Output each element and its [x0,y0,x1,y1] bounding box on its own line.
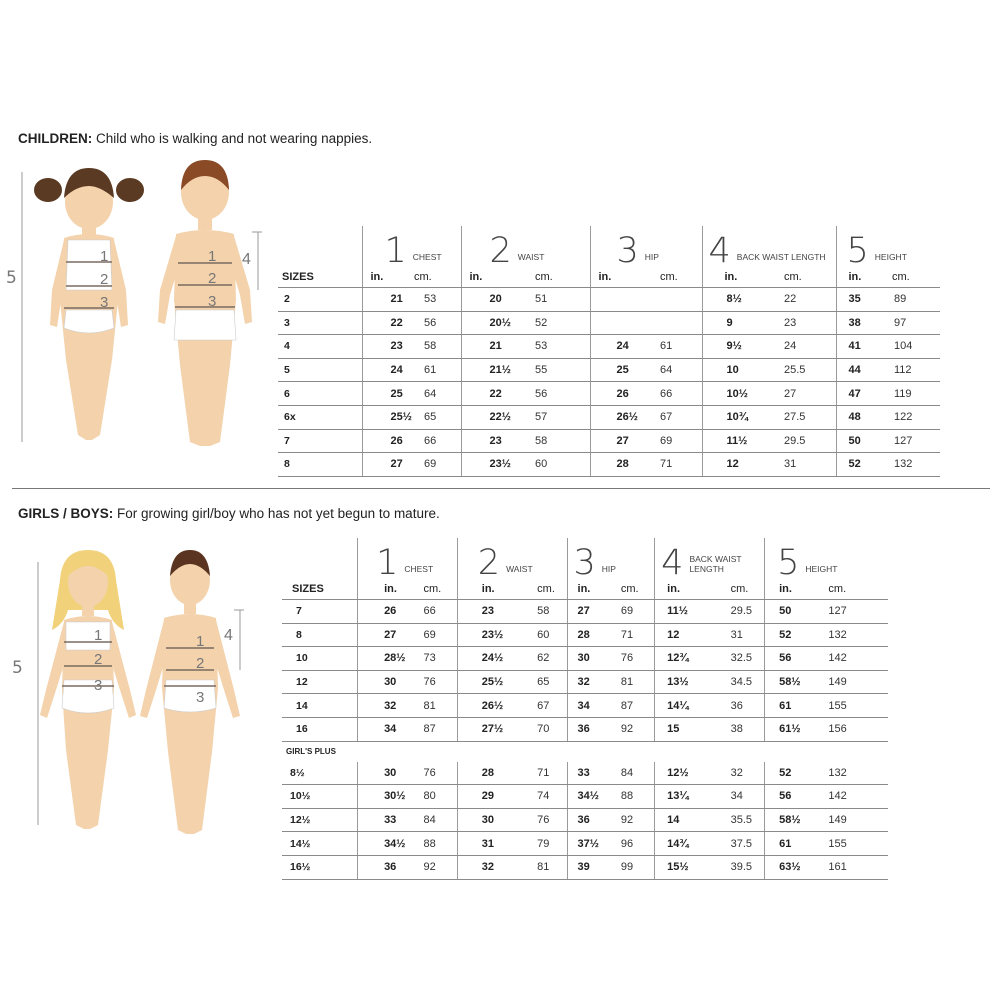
inch-value: 32 [358,694,406,718]
inch-value: 12 [702,453,764,477]
inch-value: 25 [362,382,414,406]
size-row [282,600,888,624]
cm-value: 35.5 [709,808,765,832]
cm-value: 65 [414,405,461,429]
unit-cm: cm. [519,266,590,288]
inch-value: 23 [457,600,511,624]
children-group-chest: 1 CHEST [362,226,461,266]
inch-value: 22 [362,311,414,335]
cm-value: 76 [511,808,567,832]
cm-value: 88 [405,832,457,856]
cm-value: 69 [609,600,655,624]
cm-value [646,311,702,335]
cm-value: 61 [646,335,702,359]
inch-value: 29 [457,785,511,809]
inch-value: 21 [461,335,519,359]
girl2-hip-marker: 3 [94,677,103,694]
inch-value: 36 [567,808,609,832]
cm-value: 56 [414,311,461,335]
size-cell: 10 [282,647,358,671]
cm-value: 92 [609,808,655,832]
cm-value: 161 [814,855,888,879]
cm-value: 132 [814,623,888,647]
cm-value: 57 [519,405,590,429]
inch-value: 26½ [590,405,646,429]
inch-value: 61 [765,832,815,856]
inch-value: 34 [358,717,406,741]
size-cell: 14 [282,694,358,718]
size-row [278,358,940,382]
cm-value: 92 [609,717,655,741]
inch-value: 26 [358,600,406,624]
inch-value: 11½ [655,600,709,624]
inch-value: 14¾ [655,832,709,856]
children-height-marker: 5 [6,268,17,288]
size-row [278,335,940,359]
inch-value: 12 [655,623,709,647]
unit-in: in. [836,266,886,288]
size-row [282,855,888,879]
unit-in: in. [457,578,511,600]
unit-in: in. [358,578,406,600]
inch-value: 58½ [765,808,815,832]
unit-cm: cm. [405,578,457,600]
unit-cm: cm. [511,578,567,600]
inch-value: 61 [765,694,815,718]
size-row [278,429,940,453]
size-cell: 12½ [282,808,358,832]
girls-plus-label: GIRL'S PLUS [286,747,336,757]
inch-value: 35 [836,288,886,312]
unit-in: in. [655,578,709,600]
girls-boys-size-table [282,538,888,880]
size-row [282,623,888,647]
cm-value: 61 [414,358,461,382]
girls-boys-heading-text: For growing girl/boy who has not yet begun to mature. [117,506,440,521]
gb-group-hip: 3 HIP [567,538,655,578]
cm-value: 67 [511,694,567,718]
cm-value: 127 [886,429,940,453]
children-group-height: 5 HEIGHT [836,226,940,266]
inch-value: 23 [461,429,519,453]
size-cell: 5 [278,358,362,382]
cm-value: 53 [519,335,590,359]
gb-group-waist: 2 WAIST [457,538,567,578]
cm-value: 155 [814,694,888,718]
inch-value: 10¾ [702,405,764,429]
inch-value: 30 [358,762,406,785]
size-row [282,785,888,809]
inch-value: 15 [655,717,709,741]
size-cell: 14½ [282,832,358,856]
cm-value: 38 [709,717,765,741]
size-cell: 16½ [282,855,358,879]
inch-value: 27 [362,453,414,477]
cm-value: 96 [609,832,655,856]
inch-value: 56 [765,785,815,809]
inch-value: 36 [358,855,406,879]
inch-value: 12¾ [655,647,709,671]
children-figures-illustration [0,150,275,455]
children-heading-bold: CHILDREN: [18,131,93,146]
unit-in: in. [590,266,646,288]
girls-boys-figures-illustration [0,540,275,840]
cm-value: 24 [764,335,836,359]
cm-value: 71 [646,453,702,477]
size-row [282,762,888,785]
inch-value: 32 [457,855,511,879]
boy2-back-marker: 4 [224,627,233,644]
inch-value: 34½ [567,785,609,809]
inch-value: 36 [567,717,609,741]
inch-value: 28½ [358,647,406,671]
boy1-waist-marker: 2 [208,270,217,287]
children-boy-figure [158,160,262,446]
cm-value: 81 [609,670,655,694]
cm-value: 71 [609,623,655,647]
inch-value: 50 [765,600,815,624]
size-row [282,647,888,671]
boy1-chest-marker: 1 [208,248,217,265]
inch-value: 52 [765,762,815,785]
children-unit-header-row [278,266,940,288]
inch-value: 34½ [358,832,406,856]
inch-value: 27 [567,600,609,624]
cm-value: 81 [405,694,457,718]
inch-value: 41 [836,335,886,359]
cm-value: 25.5 [764,358,836,382]
cm-value: 62 [511,647,567,671]
cm-value: 31 [764,453,836,477]
cm-value: 69 [646,429,702,453]
inch-value: 21 [362,288,414,312]
unit-cm: cm. [886,266,940,288]
inch-value: 47 [836,382,886,406]
size-cell: 16 [282,717,358,741]
inch-value: 38 [836,311,886,335]
cm-value: 76 [405,670,457,694]
gb-sizes-label: SIZES [282,578,358,600]
cm-value: 32.5 [709,647,765,671]
inch-value: 27½ [457,717,511,741]
cm-value: 34 [709,785,765,809]
inch-value: 9½ [702,335,764,359]
cm-value: 104 [886,335,940,359]
cm-value: 142 [814,647,888,671]
inch-value: 34 [567,694,609,718]
girl-figure [40,550,136,829]
inch-value: 14 [655,808,709,832]
cm-value: 132 [814,762,888,785]
size-row [282,717,888,741]
inch-value: 24 [590,335,646,359]
children-group-hip: 3 HIP [590,226,702,266]
children-girl-figure [34,168,144,440]
inch-value: 8½ [702,288,764,312]
cm-value: 74 [511,785,567,809]
inch-value: 44 [836,358,886,382]
boy2-chest-marker: 1 [196,633,205,650]
size-row [282,808,888,832]
gb-group-height: 5 HEIGHT [765,538,888,578]
cm-value: 58 [414,335,461,359]
unit-cm: cm. [646,266,702,288]
cm-value: 69 [414,453,461,477]
inch-value: 25½ [457,670,511,694]
unit-cm: cm. [709,578,765,600]
cm-value: 155 [814,832,888,856]
girls-boys-height-marker: 5 [12,658,23,678]
inch-value: 30 [567,647,609,671]
cm-value: 56 [519,382,590,406]
cm-value: 142 [814,785,888,809]
unit-cm: cm. [609,578,655,600]
inch-value: 26½ [457,694,511,718]
inch-value [590,288,646,312]
cm-value: 29.5 [709,600,765,624]
cm-value: 76 [405,762,457,785]
size-row [282,694,888,718]
inch-value: 32 [567,670,609,694]
cm-value: 60 [519,453,590,477]
cm-value: 112 [886,358,940,382]
cm-value: 52 [519,311,590,335]
inch-value: 50 [836,429,886,453]
inch-value: 23½ [461,453,519,477]
cm-value: 23 [764,311,836,335]
inch-value: 24 [362,358,414,382]
cm-value: 36 [709,694,765,718]
cm-value: 34.5 [709,670,765,694]
children-group-header-row [278,226,940,266]
cm-value: 79 [511,832,567,856]
inch-value: 24½ [457,647,511,671]
inch-value: 58½ [765,670,815,694]
cm-value: 97 [886,311,940,335]
inch-value: 28 [457,762,511,785]
cm-value: 66 [414,429,461,453]
inch-value: 25 [590,358,646,382]
inch-value: 13½ [655,670,709,694]
size-row [282,670,888,694]
cm-value: 87 [405,717,457,741]
inch-value: 14¼ [655,694,709,718]
inch-value: 11½ [702,429,764,453]
cm-value: 156 [814,717,888,741]
inch-value: 28 [567,623,609,647]
cm-value: 73 [405,647,457,671]
gb-group-header-row [282,538,888,578]
cm-value: 27.5 [764,405,836,429]
inch-value: 15½ [655,855,709,879]
unit-cm: cm. [764,266,836,288]
cm-value: 67 [646,405,702,429]
cm-value: 51 [519,288,590,312]
inch-value: 39 [567,855,609,879]
inch-value: 33 [567,762,609,785]
inch-value: 56 [765,647,815,671]
size-cell: 12 [282,670,358,694]
inch-value: 20 [461,288,519,312]
inch-value: 22 [461,382,519,406]
cm-value: 22 [764,288,836,312]
cm-value: 39.5 [709,855,765,879]
size-cell: 6 [278,382,362,406]
inch-value: 48 [836,405,886,429]
children-heading-text: Child who is walking and not wearing nappies. [96,131,373,146]
inch-value: 33 [358,808,406,832]
inch-value: 23½ [457,623,511,647]
gb-group-back-waist: 4 BACK WAIST LENGTH [655,538,765,578]
size-row [278,311,940,335]
unit-cm: cm. [814,578,888,600]
inch-value: 31 [457,832,511,856]
cm-value: 81 [511,855,567,879]
boy1-hip-marker: 3 [208,293,217,310]
cm-value: 58 [511,600,567,624]
cm-value: 87 [609,694,655,718]
girl1-hip-marker: 3 [100,294,109,311]
girls-plus-header-row [282,741,888,762]
children-group-back-waist: 4 BACK WAIST LENGTH [702,226,836,266]
cm-value: 132 [886,453,940,477]
inch-value: 27 [358,623,406,647]
boy2-hip-marker: 3 [196,689,205,706]
cm-value: 119 [886,382,940,406]
size-cell: 2 [278,288,362,312]
inch-value: 37½ [567,832,609,856]
cm-value: 65 [511,670,567,694]
size-row [278,382,940,406]
cm-value: 53 [414,288,461,312]
inch-value: 10 [702,358,764,382]
inch-value: 25½ [362,405,414,429]
size-cell: 10½ [282,785,358,809]
cm-value: 127 [814,600,888,624]
cm-value: 66 [646,382,702,406]
cm-value: 71 [511,762,567,785]
inch-value: 30 [457,808,511,832]
inch-value: 13¼ [655,785,709,809]
cm-value: 69 [405,623,457,647]
size-cell: 8½ [282,762,358,785]
cm-value: 92 [405,855,457,879]
cm-value: 149 [814,808,888,832]
unit-in: in. [461,266,519,288]
inch-value: 9 [702,311,764,335]
children-heading [18,131,372,146]
inch-value: 30½ [358,785,406,809]
inch-value: 12½ [655,762,709,785]
size-cell: 6x [278,405,362,429]
inch-value: 28 [590,453,646,477]
size-row [282,832,888,856]
unit-in: in. [765,578,815,600]
boy2-waist-marker: 2 [196,655,205,672]
inch-value: 63½ [765,855,815,879]
size-row [278,405,940,429]
children-sizes-label: SIZES [278,266,362,288]
inch-value: 21½ [461,358,519,382]
cm-value: 70 [511,717,567,741]
inch-value: 26 [590,382,646,406]
cm-value [646,288,702,312]
girls-boys-heading [18,506,440,521]
children-size-table [278,226,940,477]
cm-value: 31 [709,623,765,647]
boy1-back-marker: 4 [242,251,251,268]
girls-boys-heading-bold: GIRLS / BOYS: [18,506,114,521]
size-cell: 8 [278,453,362,477]
inch-value: 20½ [461,311,519,335]
size-cell: 7 [282,600,358,624]
inch-value: 27 [590,429,646,453]
girl2-chest-marker: 1 [94,627,103,644]
size-cell: 7 [278,429,362,453]
cm-value: 37.5 [709,832,765,856]
cm-value: 84 [609,762,655,785]
size-row [278,453,940,477]
cm-value: 88 [609,785,655,809]
children-group-waist: 2 WAIST [461,226,590,266]
cm-value: 55 [519,358,590,382]
section-divider [12,488,990,489]
cm-value: 84 [405,808,457,832]
inch-value [590,311,646,335]
cm-value: 27 [764,382,836,406]
girl2-waist-marker: 2 [94,651,103,668]
cm-value: 80 [405,785,457,809]
boy-figure [140,550,244,834]
cm-value: 64 [646,358,702,382]
cm-value: 66 [405,600,457,624]
cm-value: 89 [886,288,940,312]
inch-value: 52 [836,453,886,477]
size-row [278,288,940,312]
cm-value: 99 [609,855,655,879]
size-cell: 3 [278,311,362,335]
unit-in: in. [567,578,609,600]
inch-value: 26 [362,429,414,453]
unit-in: in. [362,266,414,288]
unit-in: in. [702,266,764,288]
cm-value: 58 [519,429,590,453]
size-cell: 4 [278,335,362,359]
cm-value: 149 [814,670,888,694]
cm-value: 122 [886,405,940,429]
cm-value: 32 [709,762,765,785]
inch-value: 30 [358,670,406,694]
unit-cm: cm. [414,266,461,288]
inch-value: 23 [362,335,414,359]
cm-value: 60 [511,623,567,647]
cm-value: 29.5 [764,429,836,453]
inch-value: 52 [765,623,815,647]
inch-value: 10½ [702,382,764,406]
cm-value: 76 [609,647,655,671]
girl1-chest-marker: 1 [100,248,109,265]
gb-group-chest: 1 CHEST [358,538,458,578]
size-cell: 8 [282,623,358,647]
cm-value: 64 [414,382,461,406]
inch-value: 22½ [461,405,519,429]
girl1-waist-marker: 2 [100,271,109,288]
inch-value: 61½ [765,717,815,741]
